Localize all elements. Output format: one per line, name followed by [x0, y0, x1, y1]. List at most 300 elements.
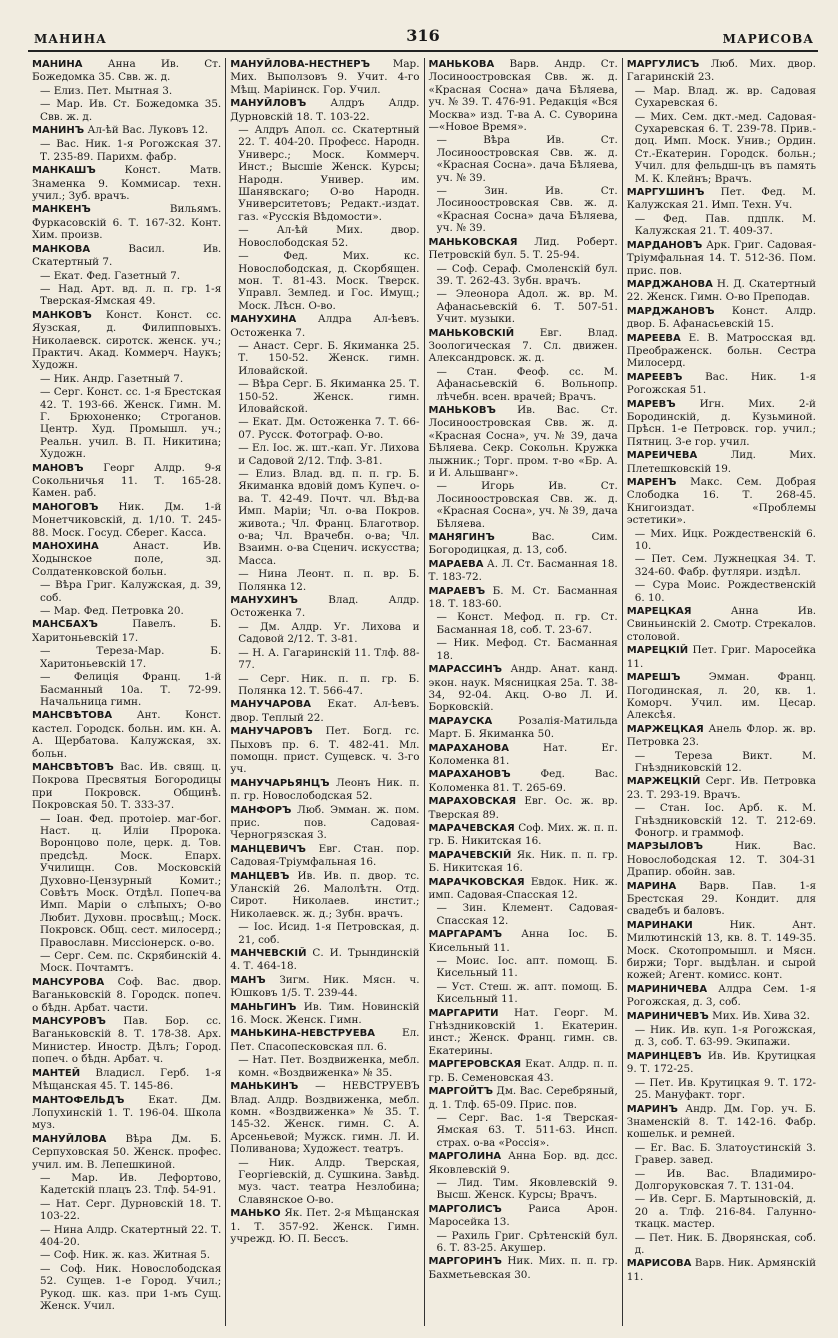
entry-surname: МАРАХАНОВЪ — [428, 769, 511, 781]
entry-surname: МАРАУСКА — [428, 715, 493, 727]
directory-entry — [32, 540, 221, 578]
entry-text: Ник. Дм. 1-й Монетчиковскій, д. 1/10. Т. 245-88. Моск. Госуд. Сберег. Касса. — [32, 500, 222, 539]
entry-surname: МАРИСОВА — [626, 1258, 692, 1270]
directory-entry — [429, 768, 618, 794]
entry-text: — Тереза Викт. М. Гнѣздниковскій 12. — [634, 749, 816, 774]
directory-entry — [32, 1094, 221, 1132]
entry-surname: МАРЗЫЛОВЪ — [626, 841, 704, 853]
directory-entry — [429, 663, 618, 714]
entry-text: — Екат. Дм. Остоженка 7. Т. 66-07. Русск. Фотограф. О-во. — [238, 416, 420, 441]
directory-entry — [32, 98, 221, 123]
entry-text: — Мар. Влад. ж. вр. Садовая Сухаревская 6. — [634, 84, 816, 110]
entry-text: — Іоан. Фед. протоіер. маг-бог. Наст. ц. Иліи Пророка. Воронцово поле, церк. д. Тов. предсѣд. Моск. Епарх. Училищн. Сов. Московскій Духовно-Цензурный Комит.; Совѣтъ Моск. Отдѣл. Попеч-ва Имп. Маріи о слѣпыхъ; О-во Любит. Духовн. просвѣщ.; Моск. Покровск. Общ. сест. милосерд.; Православн. Миссіонерск. о-во. — [40, 812, 222, 949]
header-right-keyword: МАРИСОВА — [722, 32, 814, 46]
entry-text: — Стан. Іос. Арб. к. М. Гнѣздниковскій 12. Т. 212-69. Фоногр. и граммоф. — [634, 802, 816, 839]
entry-text: Люб. Эмман. ж. пом. прис. пов. Садовая-Черногрязская 3. — [230, 803, 420, 842]
entry-surname: МАНСУРОВЪ — [32, 1016, 106, 1028]
entry-text: — Над. Арт. вд. л. п. гр. 1-я Тверская-Ямская 49. — [40, 282, 222, 308]
entry-text: Алдра Ал-ѣевъ. Остоженка 7. — [230, 313, 420, 339]
entry-text: Пет. Григ. Маросейка 11. — [626, 644, 816, 670]
entry-surname: МАРИНА — [626, 880, 677, 892]
entry-surname: МАНЬКОВСКАЯ — [428, 236, 518, 248]
directory-entry — [429, 822, 618, 848]
page-header — [28, 22, 818, 52]
entry-text: — Нат. Серг. Дурновскій 18. Т. 103-22. — [40, 1197, 222, 1223]
entry-text: — Фед. Мих. кс. Новослободская, д. Скорбящен. мон. Т. 81-43. Моск. Тверск. Управл. Землед. и Гос. Имущ.; Моск. Лѣсн. О-во. — [238, 250, 420, 312]
entry-surname: МАНЬГИНЪ — [230, 1001, 297, 1013]
directory-entry — [429, 902, 618, 927]
entry-text: Ив. Вас. Ст. Лосиноостровская Свв. ж. д. «Красная Сосна», уч. № 39, дача Бѣляева. Секр. Сокольн. Кружка лыжник.; Торг. пром. т-во «Бр. А. и И. Альшванг». — [428, 403, 618, 479]
entry-surname: МАНЯГИНЪ — [428, 532, 495, 544]
directory-entry — [32, 1224, 221, 1249]
entry-text: А. Л. Ст. Басманная 18. Т. 183-72. — [428, 557, 618, 584]
entry-surname: МАНУЙЛОВА — [32, 1133, 107, 1145]
entry-text: — Конст. Мефод. п. гр. Ст. Басманная 18, соб. Т. 23-67. — [436, 611, 618, 636]
entry-text: — Пет. Сем. Лужнецкая 34. Т. 324-60. Фабр. футляри. издѣл. — [634, 553, 816, 578]
entry-text: — Пет. Ник. Б. Дворянская, соб. д. — [634, 1231, 816, 1256]
entry-text: — Н. А. Гагаринскій 11. Тлф. 88-77. — [238, 646, 420, 672]
entry-surname: МАНТЕЙ — [32, 1067, 81, 1079]
entry-surname: МАРГУШИНЪ — [626, 187, 705, 199]
directory-entry — [627, 305, 816, 331]
entry-columns — [28, 58, 820, 1326]
entry-text: Ел. Пет. Спасопесковская пл. 6. — [230, 1027, 420, 1053]
directory-entry — [32, 579, 221, 604]
directory-entry — [627, 919, 816, 982]
directory-entry — [230, 725, 419, 776]
directory-entry — [627, 332, 816, 370]
entry-text: Варв. Ник. Армянскій 11. — [626, 1257, 816, 1283]
entry-text: Андр. Анат. канд. экон. наук. Мясницкая 25а. Т. 38-34, 92-04. Акц. О-во Л. И. Борковскій. — [428, 663, 618, 714]
directory-entry — [230, 313, 419, 339]
entry-text: — Соф. Ник. Новослободская 52. Сущев. 1-е Город. Учил.; Рукод. шк. каз. при 1-мъ Сущ. Женск. Учил. — [40, 1262, 222, 1312]
directory-entry — [230, 58, 419, 96]
directory-entry — [429, 1007, 618, 1058]
directory-entry — [32, 85, 221, 97]
directory-entry — [627, 1103, 816, 1141]
entry-text: — Вѣра Григ. Калужская, д. 39, соб. — [40, 579, 222, 604]
directory-entry — [230, 1027, 419, 1053]
directory-entry — [627, 880, 816, 918]
directory-entry — [429, 981, 618, 1006]
entry-text: Ив. Ив. п. двор. тс. Уланскій 26. Малолѣтн. Отд. Сирот. Николаев. инстит.; Николаевск. ж. д.; Зубн. врачъ. — [230, 869, 420, 920]
entry-text: Б. М. Ст. Басманная 18. Т. 183-60. — [428, 584, 618, 611]
header-left-keyword: МАНИНА — [34, 32, 107, 46]
directory-entry — [429, 955, 618, 980]
directory-entry — [627, 85, 816, 110]
directory-entry — [627, 644, 816, 670]
directory-entry — [429, 715, 618, 741]
directory-entry — [429, 531, 618, 557]
entry-surname: МАНФОРЪ — [230, 804, 292, 816]
column-1 — [28, 58, 225, 1326]
directory-entry — [627, 723, 816, 749]
entry-surname: МАРИНЪ — [626, 1103, 678, 1115]
entry-text: Анель Флор. ж. вр. Петровка 23. — [626, 722, 816, 749]
entry-text: Як. Ник. п. п. гр. Б. Никитская 16. — [428, 848, 618, 875]
directory-entry — [230, 568, 419, 593]
entry-text: Ив. Тим. Новинскій 16. Моск. Женск. Гимн. — [230, 1000, 420, 1027]
entry-text: Анна Ив. Свиньинскій 2. Смотр. Стрекалов. столовой. — [626, 605, 816, 643]
entry-text: Зигм. Ник. Мясн. ч. Юшковъ 1/5. Т. 239-44. — [230, 973, 420, 1000]
entry-text: — Ег. Вас. Б. Златоустинскій 3. Гравер. завед. — [634, 1141, 816, 1167]
entry-text: — Нина Леонт. п. п. вр. Б. Полянка 12. — [238, 568, 420, 593]
entry-surname: МАРИНЦЕВЪ — [626, 1050, 702, 1062]
directory-entry — [429, 1058, 618, 1084]
entry-surname: МАНУЙЛОВЪ — [230, 98, 307, 110]
directory-entry — [32, 645, 221, 670]
directory-entry — [230, 1207, 419, 1245]
directory-entry — [429, 849, 618, 875]
entry-surname: МАРЕНЪ — [626, 477, 677, 488]
entry-surname: МАНЬКОВСКІЙ — [428, 327, 515, 339]
directory-entry — [627, 476, 816, 527]
entry-text: Нат. Георг. М. Гнѣздниковскій 1. Екатерин. инст.; Женск. Франц. гимн. св. Екатерины. — [428, 1006, 618, 1057]
directory-entry — [32, 813, 221, 949]
directory-entry — [32, 386, 221, 460]
entry-text: Мих. Ив. Хива 32. — [712, 1009, 810, 1022]
directory-entry — [627, 449, 816, 475]
directory-entry — [230, 673, 419, 698]
entry-text: Васил. Ив. Скатертный 7. — [32, 242, 222, 269]
entry-text: Як. Пет. 2-я Мѣщанская 1. Т. 357-92. Женск. Гимн. учрежд. Ю. П. Бессъ. — [230, 1207, 420, 1245]
entry-surname: МАРИНИЧЕВЪ — [626, 1010, 709, 1022]
column-2 — [225, 58, 423, 1326]
directory-entry — [32, 164, 221, 202]
entry-surname: МАНИНЪ — [32, 125, 85, 137]
directory-entry — [230, 1054, 419, 1079]
entry-text: Екат. Ал-ѣевъ. двор. Теплый 22. — [230, 698, 420, 724]
directory-entry — [230, 1001, 419, 1027]
entry-text: Вильямъ. Фуркасовскій 6. Т. 167-32. Конт. Хим. произв. — [32, 203, 222, 242]
entry-text: — Фед. Пав. пдплк. М. Калужская 21. Т. 409-37. — [634, 212, 816, 238]
directory-entry — [627, 1168, 816, 1193]
entry-text: — Елиз. Пет. Мытная 3. — [40, 84, 173, 97]
entry-surname: МАРЕЦКАЯ — [626, 606, 692, 618]
entry-text: — Мих. Сем. дкт.-мед. Садовая-Сухаревская 6. Т. 239-78. Прив.-доц. Имп. Моск. Унив.; Ордин. Ст.-Екатерин. Городск. больн.; Учил. для фельдш-цъ въ память М. К. Клейнъ; Врачъ. — [634, 110, 816, 185]
entry-text: Эмман. Франц. Погодинская, л. 20, кв. 1. Коморч. Учил. им. Цесар. Алексѣя. — [626, 671, 816, 722]
entry-text: Пет. Богд. гс. Пыховъ пр. 6. Т. 482-41. Мл. помощн. прист. Сущевск. ч. 3-го уч. — [230, 725, 420, 776]
entry-text: Анна Іос. Б. Кисельный 11. — [428, 928, 618, 954]
page-number: 316 — [406, 26, 440, 45]
entry-surname: МАРГАРИТИ — [428, 1007, 499, 1019]
directory-entry — [230, 647, 419, 672]
entry-surname: МАНЦЕВЪ — [230, 870, 290, 882]
directory-entry — [230, 843, 419, 869]
entry-text: — Серг. Конст. сс. 1-я Брестская 42. Т. 193-66. Женск. Гимн. М. Г. Брюхоненко; Строганов. Центр. Худ. Промышл. уч.; Реальн. учил. В. П. Никитина; Художн. — [40, 386, 222, 461]
entry-surname: МАРЕЕВА — [626, 332, 681, 344]
entry-text: Макс. Сем. Добрая Слободка 16. Т. 268-45. Книгоиздат. «Проблемы эстетики». — [626, 476, 816, 527]
entry-text: — Лид. Тим. Яковлевскій 9. Высш. Женск. Курсы; Врачъ. — [436, 1176, 618, 1202]
entry-text: Павелъ. Б. Харитоньевскій 17. — [32, 618, 222, 644]
entry-text: — Вѣра Серг. Б. Якиманка 25. Т. 150-52. Женск. гимн. Иловайской. — [238, 378, 420, 415]
entry-text: — Мар. Ив. Лефортово, Кадетскій плацъ 23. Тлф. 54-91. — [40, 1171, 222, 1197]
entry-surname: МАРАЕВА — [428, 558, 484, 570]
entry-surname: МАНКАШЪ — [32, 165, 96, 177]
directory-entry — [429, 611, 618, 636]
entry-text: — Серг. Вас. 1-я Тверская-Ямская 63. Т. 511-63. Инсп. страх. о-ва «Россія». — [436, 1111, 618, 1149]
entry-text: Георг Алдр. 9-я Сокольничья 11. Т. 165-28. Камен. раб. — [32, 461, 222, 500]
directory-entry — [627, 111, 816, 185]
entry-text: Конст. Матв. Знаменка 9. Коммисар. техн. учил.; Зуб. врачъ. — [32, 164, 222, 203]
entry-surname: МАРАХАНОВА — [428, 742, 509, 754]
entry-surname: МАРГОРИНЪ — [428, 1256, 502, 1268]
directory-entry — [230, 442, 419, 467]
entry-text: — Сура Моис. Рождественскій 6. 10. — [634, 579, 816, 604]
entry-text: Фед. Вас. Коломенка 81. Т. 265-69. — [428, 768, 618, 794]
directory-entry — [32, 671, 221, 708]
entry-surname: МАРЖЕЦКАЯ — [626, 723, 704, 735]
directory-entry — [32, 1249, 221, 1261]
entry-surname: МАНЬКО — [230, 1208, 281, 1220]
directory-entry — [32, 950, 221, 975]
entry-text: — Ник. Мефод. Ст. Басманная 18. — [436, 637, 618, 662]
directory-entry — [429, 263, 618, 288]
entry-surname: МАРАЧЕВСКАЯ — [428, 822, 515, 834]
directory-entry — [627, 371, 816, 397]
directory-entry — [32, 1133, 221, 1171]
directory-entry — [429, 1150, 618, 1176]
entry-text: — Анаст. Серг. Б. Якиманка 25. Т. 150-52. Женск. гимн. Иловайской. — [238, 339, 420, 377]
entry-text: Арк. Григ. Садовая-Тріумфальная 14. Т. 512-36. Пом. прис. пов. — [626, 238, 816, 277]
directory-entry — [32, 124, 221, 137]
entry-text: Евг. Ос. ж. вр. Тверская 89. — [428, 795, 618, 821]
entry-surname: МАРАЧКОВСКАЯ — [428, 876, 525, 888]
entry-text: Соф. Мих. ж. п. п. гр. Б. Никитская 16. — [428, 821, 618, 848]
entry-surname: МАРГОЛИНА — [428, 1151, 502, 1163]
entry-text: Соф. Вас. двор. Ваганьковскій 8. Городск. попеч. о бѣдн. Арбат. части. — [32, 975, 222, 1014]
entry-surname: МАРДЖАНОВЪ — [626, 305, 715, 317]
column-3 — [424, 58, 622, 1326]
directory-entry — [429, 58, 618, 133]
entry-surname: МАНУЧАРОВА — [230, 699, 312, 711]
directory-entry — [32, 1172, 221, 1197]
directory-entry — [627, 579, 816, 604]
entry-text: — Нат. Пет. Воздвиженка, мебл. комн. «Воздвиженка» № 35. — [238, 1054, 420, 1079]
directory-entry — [429, 1230, 618, 1255]
directory-entry — [429, 742, 618, 768]
directory-entry — [627, 802, 816, 839]
entry-text: Евг. Влад. Зоологическая 7. Сл. движен. Александровск. ж. д. — [428, 326, 618, 365]
directory-entry — [32, 501, 221, 539]
entry-text: Андр. Дм. Гор. уч. Б. Знаменскій 8. Т. 142-16. Фабр. кошельк. и ремней. — [626, 1102, 816, 1141]
directory-entry — [429, 637, 618, 662]
entry-text: — Екат. Фед. Газетный 7. — [40, 269, 181, 282]
entry-surname: МАРАССИНЪ — [428, 664, 503, 676]
entry-text: — Соф. Сераф. Смоленскій бул. 39. Т. 262-43. Зубн. врачъ. — [436, 262, 618, 287]
directory-entry — [429, 236, 618, 262]
directory-entry — [230, 594, 419, 620]
entry-text: Алдра Сем. 1-я Рогожская, д. 3, соб. — [626, 982, 817, 1009]
directory-entry — [32, 203, 221, 241]
entry-text: — Фелиція Франц. 1-й Басманный 10а. Т. 72-99. Начальница гимн. — [40, 671, 222, 708]
entry-surname: МАНУЧАРЬЯНЦЪ — [230, 777, 330, 789]
directory-entry — [627, 1193, 816, 1230]
entry-text: Люб. Мих. двор. Гагаринскій 23. — [626, 58, 816, 84]
entry-surname: МАРЕШЪ — [626, 672, 681, 684]
directory-entry — [627, 605, 816, 643]
entry-text: Владисл. Герб. 1-я Мѣщанская 45. Т. 145-86. — [32, 1066, 222, 1093]
directory-entry — [230, 468, 419, 567]
directory-entry — [627, 1077, 816, 1102]
directory-entry — [230, 1080, 419, 1155]
entry-text: Анаст. Ив. Ходынское поле, зд. Солдатенковской больн. — [32, 540, 222, 578]
directory-entry — [32, 283, 221, 308]
directory-entry — [32, 761, 221, 812]
directory-entry — [230, 621, 419, 646]
entry-surname: МАНОХИНА — [32, 541, 99, 553]
entry-text: — Дм. Алдр. Уг. Лихова и Садовой 2/12. Т. 3-81. — [238, 620, 420, 646]
entry-surname: МАНЪ — [230, 974, 266, 986]
entry-surname: МАНКЕНЪ — [32, 204, 91, 216]
entry-text: Анна Бор. вд. дсс. Яковлевскій 9. — [428, 1150, 618, 1176]
entry-surname: МАРЕЦКІЙ — [626, 645, 689, 657]
entry-text: — Вас. Ник. 1-я Рогожская 37. Т. 235-89. Парихм. фабр. — [40, 138, 222, 163]
entry-text: — Серг. Ник. п. п. гр. Б. Полянка 12. Т. 566-47. — [238, 672, 420, 697]
directory-entry — [230, 947, 419, 973]
entry-text: Е. В. Матросская вд. Преображенск. больн. Сестра Милосерд. — [626, 331, 816, 370]
entry-surname: МАНЧЕВСКІЙ — [230, 948, 307, 960]
entry-surname: МАНОГОВЪ — [32, 501, 99, 513]
directory-entry — [429, 185, 618, 235]
entry-text: Розалія-Матильда Март. Б. Якиманка 50. — [428, 714, 618, 741]
directory-entry — [429, 795, 618, 821]
entry-text: — Алдръ Апол. сс. Скатертный 22. Т. 404-20. Професс. Народн. Универс.; Моск. Коммерч. Инст.; Высшіе Женск. Курсы; Народн. Универ. им. Шанявскаго; О-во Народн. Университетовъ; Редакт.-издат. газ. «Русскія Вѣдомости». — [238, 124, 420, 223]
entry-text: Раиса Арон. Маросейка 13. — [428, 1202, 618, 1229]
directory-entry — [230, 870, 419, 921]
directory-entry — [32, 58, 221, 84]
entry-text: — Моис. Іос. апт. помощ. Б. Кисельный 11. — [436, 955, 618, 980]
entry-surname: МАРГУЛИСЪ — [626, 59, 700, 70]
entry-text: — Уст. Стеш. ж. апт. помощ. Б. Кисельный 11. — [436, 980, 618, 1006]
entry-text: Пет. Фед. М. Калужская 21. Имп. Техн. Уч. — [626, 186, 816, 212]
entry-surname: МАРГАРАМЪ — [428, 929, 503, 941]
entry-text: — Ник. Алдр. Тверская, Георгіевскій, д. Сушкина. Завѣд. муз. част. театра Незлобина; Славянское О-во. — [238, 1156, 420, 1206]
entry-surname: МАРЖЕЦКІЙ — [626, 776, 701, 788]
entry-text: Серг. Ив. Петровка 23. Т. 293-19. Врачъ. — [626, 775, 816, 801]
entry-text: — Ив. Серг. Б. Мартыновскій, д. 20 а. Тлф. 216-84. Галунно-ткацк. мастер. — [634, 1193, 816, 1231]
entry-surname: МАРЕИЧЕВА — [626, 450, 698, 462]
directory-entry — [627, 840, 816, 878]
entry-text: Ник. Вас. Новослободская 12. Т. 304-31 Драпир. обойн. зав. — [626, 840, 816, 879]
entry-surname: МАРЕВЪ — [626, 398, 676, 410]
entry-text: — Ал-ѣй Мих. двор. Новослободская 52. — [238, 224, 420, 249]
entry-surname: МАРГОЙТЪ — [428, 1086, 493, 1098]
entry-text: — Тереза-Мар. Б. Харитоньевскій 17. — [40, 645, 222, 670]
entry-surname: МАНСБАХЪ — [32, 619, 98, 631]
entry-text: Нат. Ег. Коломенка 81. — [428, 741, 618, 767]
directory-entry — [627, 775, 816, 801]
directory-entry — [32, 1263, 221, 1313]
entry-text: Лид. Мих. Плетешковскій 19. — [626, 449, 816, 475]
directory-entry — [429, 1177, 618, 1202]
entry-surname: МАНЬКОВА — [428, 59, 495, 70]
directory-entry — [32, 709, 221, 760]
entry-text: Евдок. Ник. ж. имп. Садовая-Спасская 12. — [428, 875, 618, 901]
entry-text: — Серг. Сем. пс. Скрябинскій 4. Моск. Почтамтъ. — [40, 950, 222, 975]
directory-entry — [32, 618, 221, 644]
entry-surname: МАНИНА — [32, 59, 83, 70]
entry-text: — Іос. Исид. 1-я Петровская, д. 21, соб. — [238, 921, 420, 946]
entry-text: — Ник. Андр. Газетный 7. — [40, 372, 184, 385]
entry-surname: МАРЕЕВЪ — [626, 371, 683, 383]
entry-surname: МАНСУРОВА — [32, 976, 105, 988]
directory-entry — [627, 58, 816, 84]
directory-entry — [230, 124, 419, 223]
directory-entry — [230, 1157, 419, 1207]
entry-text: Вас. Ник. 1-я Рогожская 51. — [626, 370, 816, 397]
entry-surname: МАНЬКИНА-НЕВСТРУЕВА — [230, 1028, 375, 1040]
entry-text: Конст. Конст. сс. Яузская, д. Филипповыхъ. Николаевск. сиротск. женск. уч.; Практич. Акад. Коммерч. Наукъ; Художн. — [32, 308, 222, 372]
directory-entry — [627, 186, 816, 212]
entry-text: Екат. Алдр. п. п. гр. Б. Семеновская 43. — [428, 1058, 618, 1084]
directory-entry — [32, 462, 221, 500]
directory-entry — [627, 983, 816, 1009]
entry-text: Конст. Алдр. двор. Б. Афанасьевскій 15. — [626, 304, 816, 331]
directory-entry — [429, 1255, 618, 1281]
directory-entry — [32, 976, 221, 1014]
directory-entry — [627, 1257, 816, 1283]
entry-surname: МАНКОВЪ — [32, 309, 92, 321]
entry-text: — Игорь Ив. Ст. Лосиноостровская Свв. ж. д. «Красная Сосна», уч. № 39, дача Бѣляева. — [436, 480, 618, 530]
entry-text: Варв. Андр. Ст. Лосиноостровская Свв. ж. д. «Красная Сосна» дача Бѣляева, уч. № 39. Т. 476-91. Редакція «Вся Москва» изд. Т-ва А. С. Суворина—«Новое Время». — [428, 58, 618, 134]
entry-text: Игн. Мих. 2-й Бородинскій, д. Кузьминой. Прѣсн. 1-е Петровск. гор. учил.; Пятниц. 3-е гор. учил. — [626, 397, 816, 448]
entry-text: — Стан. Феоф. сс. М. Афанасьевскій 6. Вольнопр. лѣчебн. всен. врачей; Врачъ. — [436, 365, 618, 403]
directory-entry — [627, 671, 816, 722]
entry-text: Пав. Бор. сс. Ваганьковскій 8. Т. 178-38. Арх. Министер. Иностр. Дѣлъ; Город. попеч. о бѣдн. Арбат. ч. — [32, 1015, 222, 1066]
directory-entry — [230, 378, 419, 415]
entry-text: Анна Ив. Ст. Божедомка 35. Свв. ж. д. — [32, 58, 222, 84]
entry-text: Екат. Дм. Лопухинскій 1. Т. 196-04. Школа муз. — [32, 1093, 222, 1132]
entry-text: Вас. Ив. свящ. ц. Покрова Пресвятыя Богородицы при Покровск. Общинѣ. Покровская 50. Т. 333-37. — [32, 760, 222, 812]
entry-text: — Ник. Ив. куп. 1-я Рогожская, д. 3, соб. Т. 63-99. Экипажи. — [634, 1024, 816, 1049]
entry-surname: МАНЬКИНЪ — [230, 1081, 299, 1093]
directory-entry — [230, 97, 419, 123]
entry-text: — Нина Алдр. Скатертный 22. Т. 404-20. — [40, 1223, 222, 1248]
directory-entry — [230, 416, 419, 441]
entry-text: — Элеонора Адол. ж. вр. М. Афанасьевскій 6. Т. 507-51. Учит. музыки. — [436, 288, 618, 326]
entry-text: — Мар. Фед. Петровка 20. — [40, 605, 184, 618]
entry-text: Ник. Мих. п. п. гр. Бахметьевская 30. — [428, 1255, 618, 1281]
directory-entry — [627, 1050, 816, 1076]
entry-text: — Зин. Клемент. Садовая-Спасская 12. — [436, 902, 618, 927]
directory-entry — [230, 921, 419, 946]
entry-text: — Ив. Вас. Владимиро-Долгоруковская 7. Т. 131-04. — [634, 1167, 816, 1192]
column-4 — [622, 58, 820, 1326]
entry-text: Дм. Вас. Серебряный, д. 1. Тлф. 65-09. Прис. пов. — [428, 1085, 618, 1111]
entry-surname: МАРАХОВСКАЯ — [428, 796, 517, 808]
entry-surname: МАНСВѢТОВА — [32, 710, 113, 722]
directory-entry — [32, 1198, 221, 1223]
directory-entry — [627, 1024, 816, 1049]
directory-entry — [32, 270, 221, 282]
directory-entry — [32, 605, 221, 617]
entry-text: — Соф. Ник. ж. каз. Житная 5. — [40, 1249, 211, 1262]
entry-text: — Пет. Ив. Крутицкая 9. Т. 172-25. Мануфакт. торг. — [634, 1076, 816, 1102]
directory-entry — [230, 224, 419, 249]
directory-entry — [230, 698, 419, 724]
entry-text: Варв. Пав. 1-я Брестская 29. Кондит. для свадебъ и баловъ. — [626, 879, 816, 918]
entry-surname: МАРАЧЕВСКІЙ — [428, 849, 512, 861]
directory-entry — [429, 366, 618, 403]
directory-entry — [32, 243, 221, 269]
directory-entry — [429, 288, 618, 325]
entry-text: — НЕВСТРУЕВЪ Влад. Алдр. Воздвиженка, мебл. комн. «Воздвиженка» № 35. Т. 145-32. Женск. гимн. С. А. Арсеньевой; Мужск. гимн. Л. И. Поливанова; Художест. театръ. — [230, 1080, 420, 1156]
entry-text: Алдръ Алдр. Дурновскій 18. Т. 103-22. — [230, 97, 420, 123]
directory-entry — [230, 250, 419, 312]
directory-entry — [32, 309, 221, 372]
directory-entry — [230, 340, 419, 377]
